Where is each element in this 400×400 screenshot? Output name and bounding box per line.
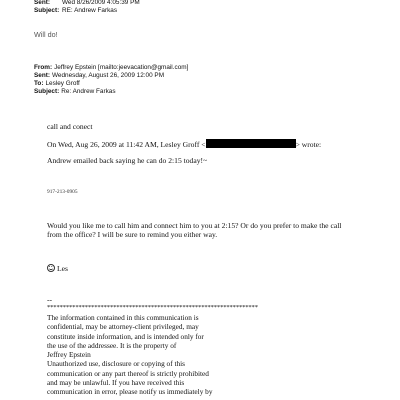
fwd-from-label: From: xyxy=(34,64,53,71)
fwd-subject-label: Subject: xyxy=(34,88,60,95)
top-subject-label: Subject: xyxy=(34,7,60,14)
fwd-sent-value: Wednesday, August 26, 2009 12:00 PM xyxy=(51,72,165,79)
message-line-1: call and conect xyxy=(47,122,93,131)
quote-intro-after: > wrote: xyxy=(295,140,322,149)
question-line-2: from the office? I will be sure to remind you either way. xyxy=(47,230,218,239)
fwd-from-value: Jeffrey Epstein [mailto:jeevacation@gmail.com] xyxy=(54,64,189,71)
disclaimer-line: communication in error, please notify us immediately by xyxy=(47,387,213,397)
fwd-subject-line xyxy=(34,88,116,96)
quote-intro-before: On Wed, Aug 26, 2009 at 11:42 AM, Lesley Groff < xyxy=(47,140,206,149)
disclaimer-line: confidential, may be attorney-client privileged, may xyxy=(47,322,199,332)
top-sent-value: Wed 8/26/2009 4:05:39 PM xyxy=(62,0,140,6)
signature-stars: ******************************************************************* xyxy=(47,304,258,311)
signoff xyxy=(47,264,68,273)
quote-intro xyxy=(47,139,321,149)
fwd-from-line xyxy=(34,64,188,72)
fwd-to-value: Lesley Groff xyxy=(45,80,80,87)
top-subject-line xyxy=(34,7,117,15)
fwd-to-line xyxy=(34,80,80,88)
fwd-to-label: To: xyxy=(34,80,44,87)
quoted-line: Andrew emailed back saying he can do 2:15 today!~ xyxy=(47,156,208,165)
disclaimer-line: The information contained in this communication is xyxy=(47,313,199,322)
reply-text: Will do! xyxy=(34,30,58,39)
phone-number: 917-213-0905 xyxy=(47,189,78,195)
top-sent-label: Sent: xyxy=(34,0,50,6)
disclaimer-line: and may be unlawful. If you have received this xyxy=(47,378,185,388)
fwd-sent-line xyxy=(34,72,164,80)
fwd-sent-label: Sent: xyxy=(34,72,50,79)
smiley-icon xyxy=(47,264,55,272)
signoff-name: Les xyxy=(57,264,68,273)
disclaimer-line: the use of the addressee. It is the property of xyxy=(47,340,177,350)
redaction-bar xyxy=(206,139,296,148)
fwd-subject-value: Re: Andrew Farkas xyxy=(61,88,116,95)
disclaimer xyxy=(47,313,212,397)
disclaimer-line: communication or any part thereof is strictly prohibited xyxy=(47,368,209,378)
top-sent-line xyxy=(34,0,140,7)
disclaimer-line: Unauthorized use, disclosure or copying of this xyxy=(47,359,186,369)
question-line-1: Would you like me to call him and connect him to you at 2:15? Or do you prefer to make the call xyxy=(47,221,342,230)
top-subject-value: RE: Andrew Farkas xyxy=(62,7,118,14)
disclaimer-line: Jeffrey Epstein xyxy=(47,350,91,360)
signature-dashes: -- xyxy=(47,295,53,304)
disclaimer-line: constitute inside information, and is intended only for xyxy=(47,331,204,341)
